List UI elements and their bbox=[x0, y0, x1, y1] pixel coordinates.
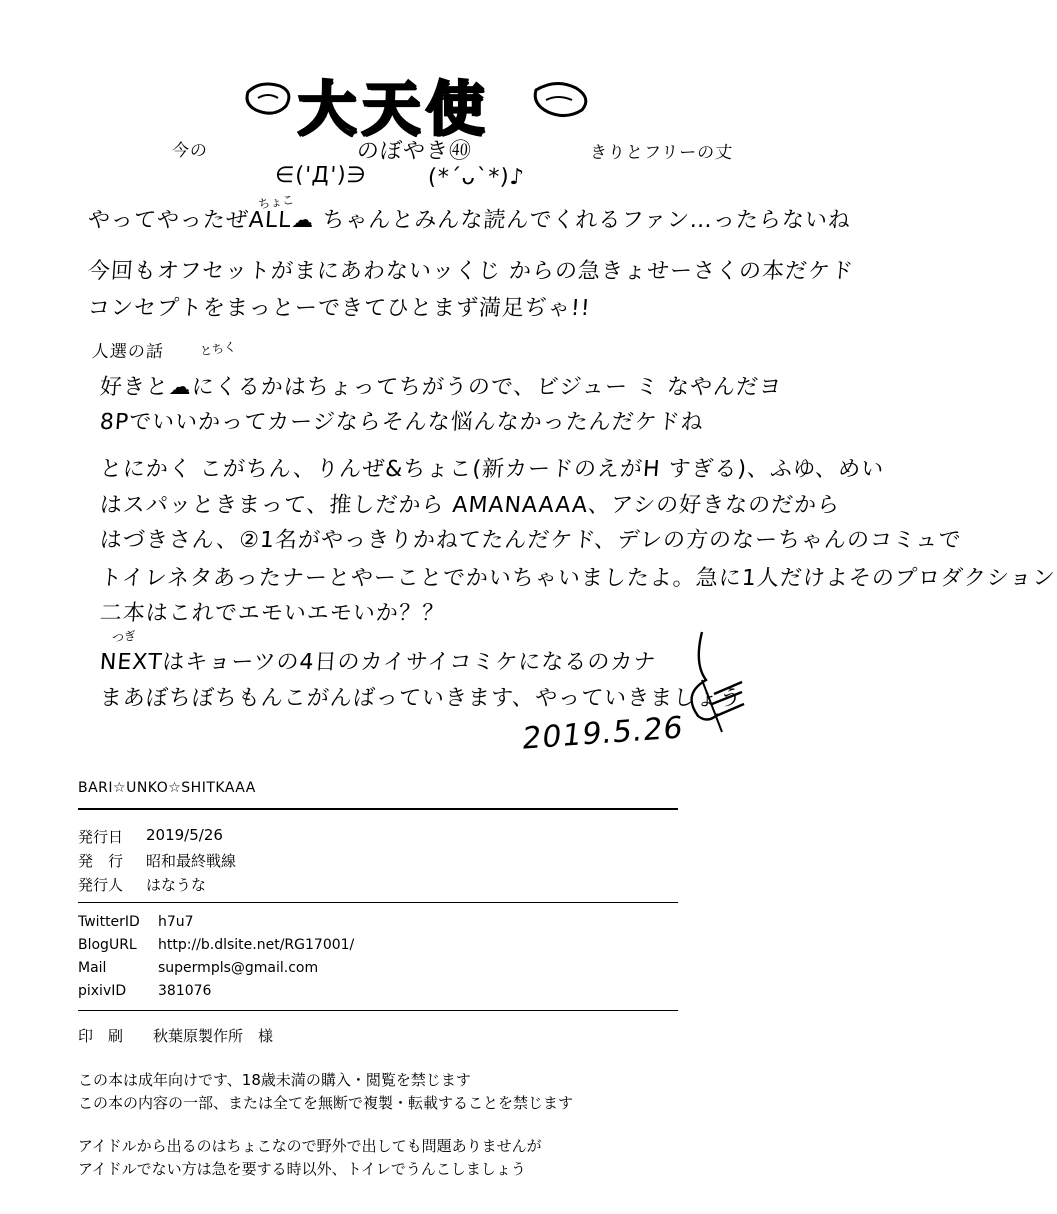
book-title: BARI☆UNKO☆SHITKAAA bbox=[78, 780, 256, 796]
divider-top bbox=[78, 808, 678, 810]
afterword-line: NEXTはキョーツの4日のカイサイコミケになるのカナ bbox=[98, 650, 658, 675]
emoticon-left: ∈('Д')∋ bbox=[274, 163, 368, 188]
publish-row bbox=[78, 850, 237, 871]
emoticon-right: (*´ᴗ`*)♪ bbox=[427, 165, 526, 190]
subtitle-left: 今の bbox=[171, 141, 209, 161]
subtitle-right: きりとフリーの丈 bbox=[589, 143, 734, 163]
afterword-line: 8Pでいいかってカージならそんな悩んなかったんだケドね bbox=[98, 410, 705, 435]
contact-label: TwitterID bbox=[78, 914, 140, 930]
divider-mid bbox=[78, 902, 678, 903]
afterword-line: とにかく こがちん、りんぜ&ちょこ(新カードのえがH すぎる)、ふゆ、めい bbox=[98, 457, 886, 482]
joke-line: アイドルでない方は急を要する時以外、トイレでうんこしましょう bbox=[78, 1160, 526, 1178]
contact-row bbox=[78, 960, 319, 976]
afterword-line: はづきさん、②1名がやっきりかねてたんだケド、デレの方のなーちゃんのコミュで bbox=[98, 528, 963, 553]
contact-row bbox=[78, 937, 355, 953]
publish-label: 発行日 bbox=[78, 828, 124, 846]
afterword-title: 大天使 bbox=[298, 75, 491, 143]
afterword-line: はスパッときまって、推しだから AMANAAAA、アシの好きなのだから bbox=[98, 493, 841, 518]
publish-row bbox=[78, 826, 223, 847]
afterword-line: コンセプトをまっとーできてひとまず満足ぢゃ!! bbox=[86, 296, 592, 321]
notice-line: この本は成年向けです、18歳未満の購入・閲覧を禁じます bbox=[78, 1071, 471, 1089]
afterword-line: 二本はこれでエモいエモいか？？ bbox=[98, 601, 446, 626]
afterword-date: 2019.5.26 bbox=[520, 710, 686, 757]
publish-row bbox=[78, 874, 207, 895]
mail-link[interactable]: supermpls@gmail.com bbox=[158, 960, 319, 976]
publish-label: 発行人 bbox=[78, 876, 124, 894]
afterword-line: やってやったぜALL☁ ちゃんとみんな読んでくれるファン…ったらないね bbox=[86, 208, 852, 233]
publish-value: はなうな bbox=[146, 876, 207, 894]
contact-label: BlogURL bbox=[78, 937, 137, 953]
contact-row bbox=[78, 914, 194, 930]
blog-url-link[interactable]: http://b.dlsite.net/RG17001/ bbox=[158, 937, 355, 953]
afterword-line: 好きと☁にくるかはちょってちがうので、ビジュー ミ なやんだヨ bbox=[98, 375, 783, 400]
subtitle-mid: のぼやき㊵ bbox=[355, 139, 473, 164]
pixiv-id-value: 381076 bbox=[158, 983, 212, 999]
author-signature-image bbox=[672, 624, 752, 754]
publish-value: 昭和最終戦線 bbox=[146, 852, 237, 870]
contact-row bbox=[78, 983, 212, 999]
contact-label: Mail bbox=[78, 960, 107, 976]
twitter-id-value: h7u7 bbox=[158, 914, 194, 930]
notice-line: この本の内容の一部、または全てを無断で複製・転載することを禁じます bbox=[78, 1094, 574, 1112]
divider-bottom bbox=[78, 1010, 678, 1011]
printer-line: 印 刷 秋葉原製作所 様 bbox=[78, 1027, 274, 1045]
afterword-line: トイレネタあったナーとやーことでかいちゃいましたよ。急に1人だけよそのプロダクション bbox=[98, 566, 1057, 591]
afterword-line: まあぼちぼちもんこがんばっていきます、やっていきましょう bbox=[98, 686, 743, 711]
contact-label: pixivID bbox=[78, 983, 127, 999]
ruby-choko: ちょこ bbox=[257, 192, 295, 212]
afterword-line: 今回もオフセットがまにあわないッくじ からの急きょせーさくの本だケド bbox=[86, 259, 855, 284]
publish-label: 発 行 bbox=[78, 852, 124, 870]
ruby-tsugi: つぎ bbox=[111, 628, 137, 646]
joke-line: アイドルから出るのはちょこなので野外で出しても問題ありませんが bbox=[78, 1137, 542, 1155]
ruby-chiku: とちく bbox=[199, 339, 237, 359]
afterword-title-block bbox=[240, 62, 600, 143]
publish-value: 2019/5/26 bbox=[146, 826, 223, 844]
afterword-heading: 人選の話 bbox=[91, 342, 165, 362]
